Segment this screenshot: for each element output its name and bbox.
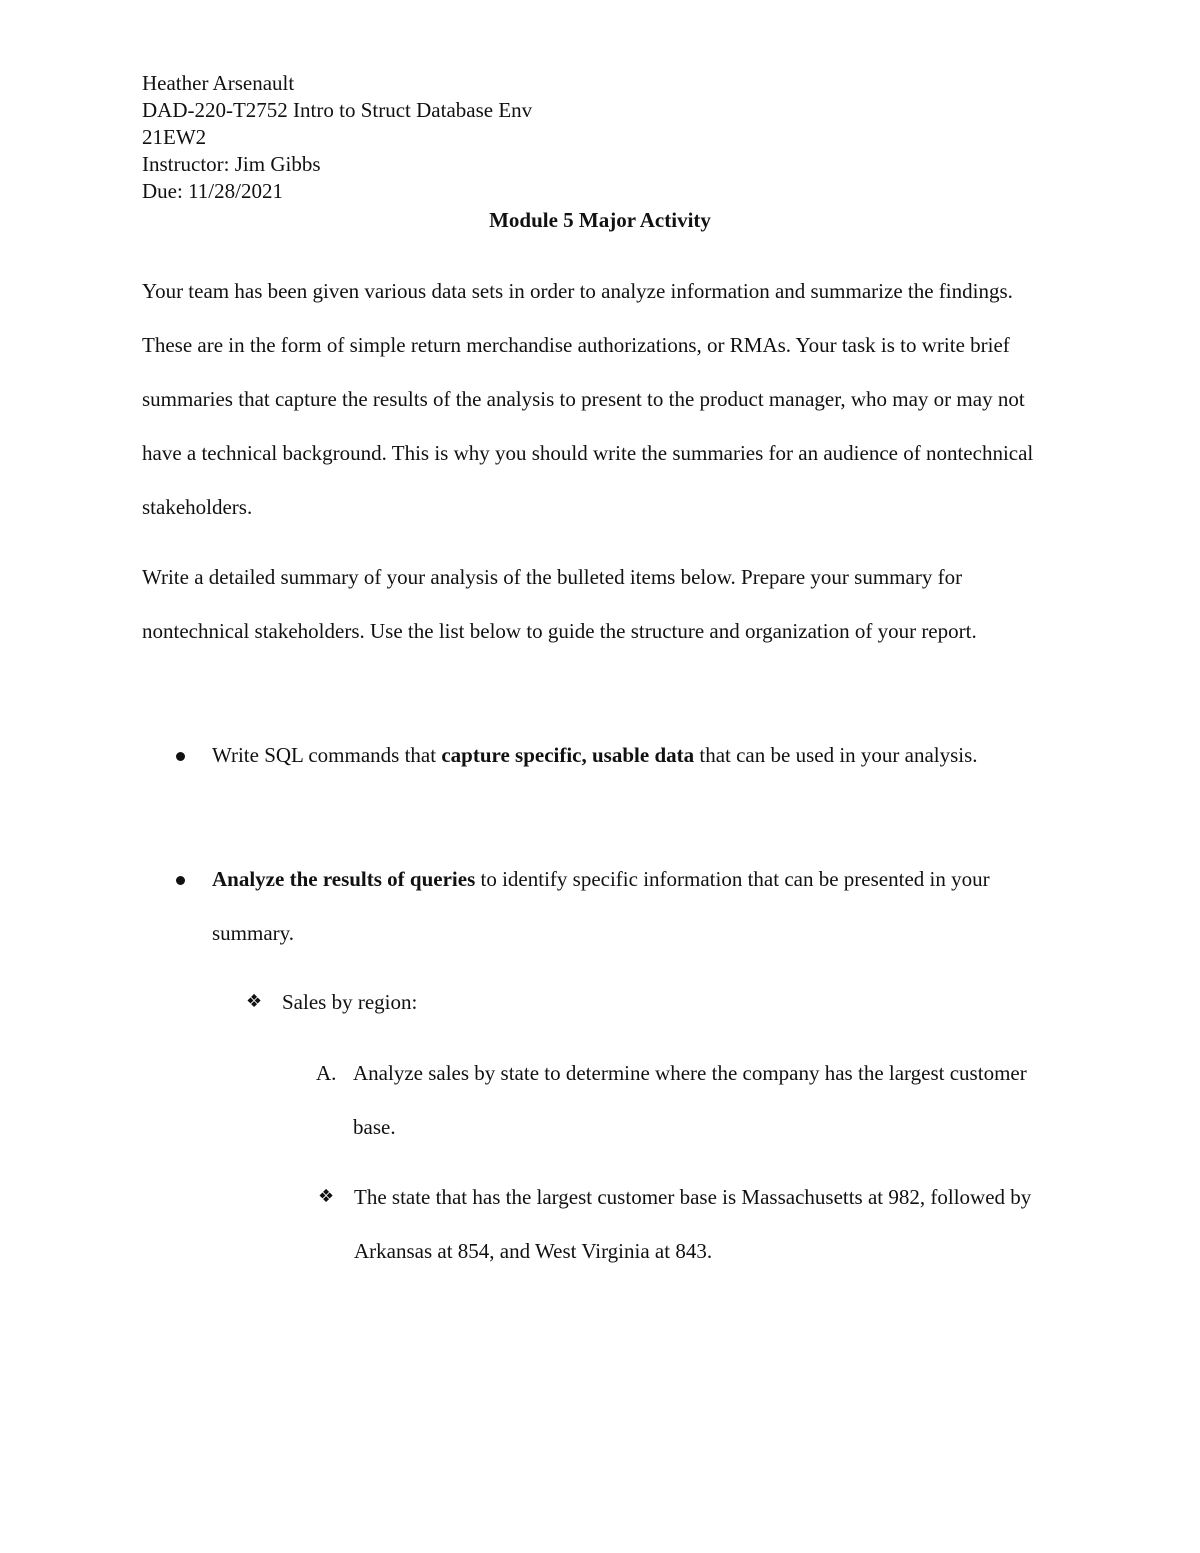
bullet-dot-icon: [176, 876, 185, 885]
subsection-label: Sales by region:: [282, 990, 418, 1014]
bullet-text: [212, 728, 1062, 782]
term-code: 21EW2: [142, 125, 207, 149]
diamond-bullet-icon: ❖: [246, 991, 263, 1012]
intro-paragraph: Your team has been given various data sets in order to analyze information and summarize the findings. These are in the form of simple return merchandise authorizations, or RMAs. Your task is to write brief summaries that capture the results of the analysis to present to the product manager, who may or may not have a technical background. This is why you should write the summaries for an audience of nontechnical stakeholders.: [142, 279, 1034, 519]
bullet-text-lead: Write SQL commands that: [212, 743, 442, 767]
author-name: Heather Arsenault: [142, 71, 295, 95]
subsection-heading: [246, 975, 417, 1029]
lettered-list-item: [316, 1046, 1056, 1154]
answer-item: [318, 1170, 1058, 1278]
bullet-text-bold: capture specific, usable data: [441, 743, 695, 767]
bullet-dot-icon: [176, 752, 185, 761]
due-date: Due: 11/28/2021: [142, 179, 283, 203]
diamond-bullet-icon: ❖: [318, 1186, 335, 1207]
instructions-paragraph: Write a detailed summary of your analysis of the bulleted items below. Prepare your summary for nontechnical stakeholders. Use the list below to guide the structure and organization of your report.: [142, 565, 977, 643]
bullet-text-bold: Analyze the results of queries: [212, 867, 476, 891]
document-header: [142, 70, 532, 205]
bullet-text-tail: to identify specific information that can be presented in your summary.: [212, 867, 990, 945]
bullet-text-tail: that can be used in your analysis.: [694, 743, 978, 767]
course-name: DAD-220-T2752 Intro to Struct Database Env: [142, 98, 533, 122]
document-title: Module 5 Major Activity: [489, 208, 711, 232]
instructor-name: Instructor: Jim Gibbs: [142, 152, 321, 176]
lettered-item-text: Analyze sales by state to determine where the company has the largest customer base.: [353, 1061, 1027, 1139]
bullet-item: [142, 852, 1062, 960]
bullet-text: [212, 852, 1062, 960]
answer-text: The state that has the largest customer base is Massachusetts at 982, followed by Arkansas at 854, and West Virginia at 843.: [354, 1185, 1032, 1263]
bullet-item: [142, 728, 1062, 782]
list-marker: A.: [316, 1061, 337, 1085]
